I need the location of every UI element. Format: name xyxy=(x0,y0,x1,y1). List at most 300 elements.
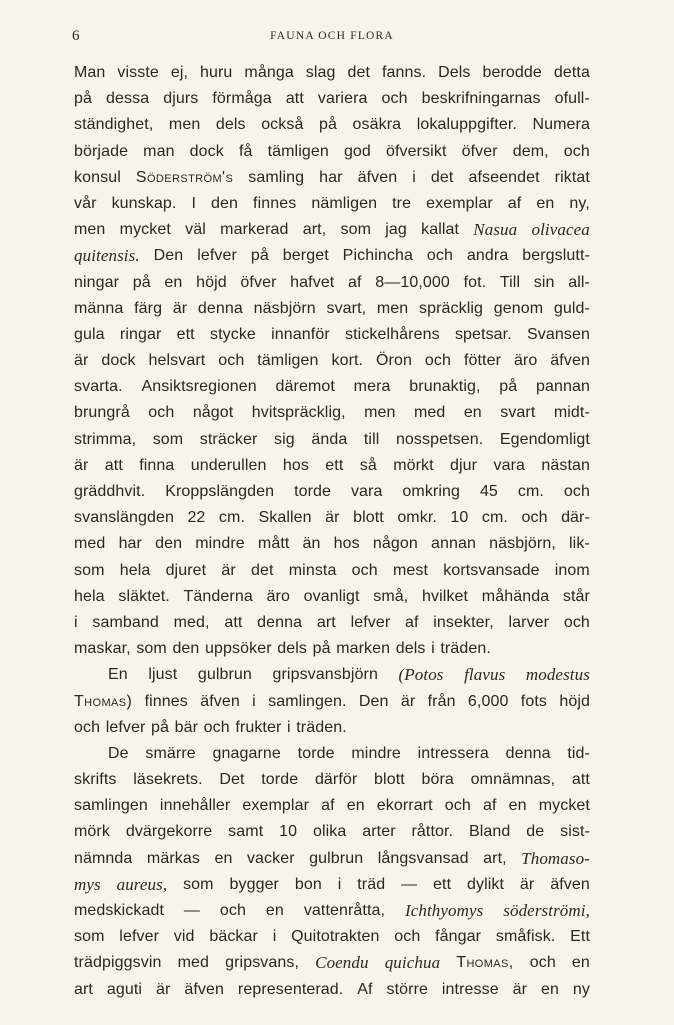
word: släktet. xyxy=(118,587,170,605)
word: representerad. xyxy=(237,980,344,998)
word: torde xyxy=(261,771,299,789)
word: är xyxy=(221,561,236,579)
word: dock xyxy=(189,142,224,160)
text-line xyxy=(74,505,590,531)
word: sist- xyxy=(560,823,590,841)
word: quichua xyxy=(384,953,441,973)
word: djurs xyxy=(163,90,199,108)
word: träd xyxy=(357,875,386,893)
word: på xyxy=(151,718,170,736)
word: därför xyxy=(314,771,358,789)
word: blott xyxy=(353,509,384,527)
word: Ett xyxy=(570,928,590,946)
word: ekorrart xyxy=(376,797,433,815)
word: träden. xyxy=(440,640,491,658)
text-line xyxy=(74,872,590,898)
text-line xyxy=(74,846,590,872)
word: äro xyxy=(513,352,538,370)
word: djur xyxy=(450,456,478,474)
word: i xyxy=(431,640,435,658)
word: en xyxy=(164,273,183,291)
word: cm. xyxy=(481,509,508,527)
word: däremot xyxy=(275,378,335,396)
word: 10 xyxy=(279,823,298,841)
word: quitensis. xyxy=(74,246,140,266)
word: männa xyxy=(74,299,124,317)
word: vara xyxy=(493,456,525,474)
word: äfven xyxy=(200,692,240,710)
word: lefver xyxy=(105,718,146,736)
word: mått xyxy=(257,535,290,553)
word: bon xyxy=(294,875,322,893)
word: hafvet xyxy=(290,273,335,291)
word: gulbrun xyxy=(197,666,252,684)
word: gräddhvit. xyxy=(74,483,146,500)
text-line xyxy=(74,322,590,348)
word: bäckar xyxy=(209,928,258,946)
word: kort. xyxy=(331,352,364,370)
text-line xyxy=(74,112,590,138)
word: finnes xyxy=(144,692,188,710)
word: flavus xyxy=(464,665,506,685)
word: tämligen xyxy=(257,352,319,370)
word: är xyxy=(325,509,340,527)
word: lefver xyxy=(197,247,237,265)
word: blott xyxy=(374,771,405,789)
text-line xyxy=(74,165,590,191)
word: Numera xyxy=(532,116,590,134)
word: öfversikt xyxy=(386,142,447,160)
word: att xyxy=(571,771,590,789)
word: frukter xyxy=(235,718,282,736)
word: maskar, xyxy=(74,640,131,658)
word: med xyxy=(177,954,210,972)
word: hela xyxy=(74,587,105,605)
text-line xyxy=(74,531,590,557)
word: 8—10,000 xyxy=(375,273,450,291)
word: öfver xyxy=(240,273,277,291)
word: af xyxy=(321,797,335,815)
word: pannan xyxy=(536,378,590,396)
word: en xyxy=(346,797,365,815)
word: på xyxy=(74,90,92,108)
word: med, xyxy=(173,613,210,631)
word: Det xyxy=(219,771,245,789)
word: Pichincha xyxy=(342,247,413,265)
word: dels xyxy=(395,640,426,658)
text-line xyxy=(74,427,590,453)
word: kortsvansade xyxy=(443,561,540,579)
word: stycke xyxy=(209,325,256,343)
word: små, xyxy=(373,587,409,605)
word: som xyxy=(136,640,167,658)
word: ny, xyxy=(569,194,590,212)
word: omnämnas, xyxy=(470,771,556,789)
word: insekter, xyxy=(433,613,494,631)
word: en xyxy=(536,194,555,212)
word: Bland xyxy=(468,823,511,841)
word: och xyxy=(381,90,408,108)
word: står xyxy=(562,587,590,605)
word: minsta xyxy=(288,561,337,579)
word: Den xyxy=(153,247,184,265)
word: brungrå xyxy=(74,404,130,422)
word: ett xyxy=(325,456,344,474)
text-line xyxy=(74,662,590,688)
word: är xyxy=(512,980,528,998)
word: på xyxy=(250,247,269,265)
text-line xyxy=(74,898,590,924)
word: har xyxy=(118,535,142,553)
word: ringar xyxy=(119,325,162,343)
word: är xyxy=(519,875,535,893)
word: 10 xyxy=(450,509,469,527)
text-line xyxy=(74,270,590,296)
word: och xyxy=(563,613,590,631)
word: mys xyxy=(74,874,101,894)
word: medskickadt xyxy=(74,902,165,919)
word: hos xyxy=(282,456,309,474)
word: Egendomligt xyxy=(499,430,590,448)
word: Öron xyxy=(376,352,412,370)
word: nästan xyxy=(541,456,590,474)
word: 6,000 xyxy=(467,692,509,710)
word: guld- xyxy=(553,299,590,317)
word: ständighet, xyxy=(74,116,154,134)
word: midt- xyxy=(553,404,590,422)
word: som xyxy=(183,875,214,893)
word: fångar xyxy=(435,928,482,946)
text-line xyxy=(74,139,590,165)
word: äfven xyxy=(550,875,590,893)
word: som xyxy=(74,561,105,579)
word: spetsar. xyxy=(454,325,512,343)
word: aureus, xyxy=(116,874,168,894)
word: Man xyxy=(74,64,106,81)
word: hela xyxy=(119,561,151,579)
word: det xyxy=(251,561,274,579)
word: samt xyxy=(228,823,264,841)
word: dvärgekorre xyxy=(125,823,213,841)
word: strimma, xyxy=(74,430,137,448)
word: i xyxy=(74,613,78,631)
word: djuret xyxy=(165,561,207,579)
word: fots xyxy=(520,692,547,710)
word: visste xyxy=(117,64,159,81)
word: och xyxy=(351,561,378,579)
word: i xyxy=(412,168,416,186)
word: började xyxy=(74,142,129,160)
word: tre xyxy=(392,194,412,212)
text-line xyxy=(74,584,590,610)
word: afseendet xyxy=(468,168,540,186)
word: gripsvansbjörn xyxy=(272,666,378,684)
word: och xyxy=(444,797,471,815)
word: nämnda xyxy=(74,849,133,867)
word: art xyxy=(316,613,336,631)
text-line xyxy=(74,296,590,322)
word: trädpiggsvin xyxy=(74,954,162,972)
word: näsbjörn xyxy=(253,299,316,317)
word: ej, xyxy=(170,64,189,81)
word: stickelhårens xyxy=(345,325,440,343)
word: och xyxy=(529,954,556,972)
word: olika xyxy=(312,823,347,841)
word: näsbjörn, xyxy=(489,535,556,553)
text-line xyxy=(74,793,590,819)
word: småfisk. xyxy=(495,928,556,946)
word: äro xyxy=(266,587,290,605)
word: på xyxy=(499,378,518,396)
word: också xyxy=(261,116,304,134)
word: ljust xyxy=(148,666,178,684)
word: nämligen xyxy=(311,194,378,212)
word: art, xyxy=(302,221,327,239)
word: böra xyxy=(421,771,454,789)
running-title: FAUNA OCH FLORA xyxy=(270,30,394,42)
word: 22 xyxy=(187,509,206,527)
word: kunskap. xyxy=(111,194,177,212)
word: på xyxy=(132,273,151,291)
word: sträcker xyxy=(199,430,258,448)
word: en xyxy=(214,849,233,867)
word: är xyxy=(400,692,416,710)
word: det xyxy=(347,64,371,81)
word: träden. xyxy=(296,718,347,736)
word: riktat xyxy=(554,168,590,186)
word: cm. xyxy=(517,483,544,500)
word: i xyxy=(252,692,256,710)
word: markerad xyxy=(220,221,289,239)
word: variera xyxy=(317,90,368,108)
word: en xyxy=(540,980,559,998)
word: gulbrun xyxy=(309,849,364,867)
word: bygger xyxy=(229,875,279,893)
word: söderströmi, xyxy=(503,901,590,920)
word: De xyxy=(108,744,129,762)
word: Ichthyomys xyxy=(404,901,484,920)
text-line xyxy=(74,636,590,662)
word: marken xyxy=(336,640,391,658)
word: hvitspräcklig, xyxy=(251,404,346,422)
word: kallat xyxy=(421,221,460,239)
word: och xyxy=(563,483,590,500)
word: Tänderna xyxy=(183,587,253,605)
word: mycket xyxy=(538,797,590,815)
word: fötter xyxy=(463,352,502,370)
word: nosspetsen. xyxy=(395,430,484,448)
word: på xyxy=(312,640,331,658)
word: 45 xyxy=(479,483,498,500)
word: art xyxy=(74,980,93,998)
word: ända xyxy=(311,430,348,448)
word: lik- xyxy=(569,535,590,553)
word: inom xyxy=(554,561,590,579)
word: af xyxy=(507,194,522,212)
word: och xyxy=(563,142,590,160)
word: detta xyxy=(553,64,590,81)
text-line xyxy=(74,558,590,584)
word: många xyxy=(244,64,294,81)
word: mörk xyxy=(74,823,110,841)
word: innehåller xyxy=(159,797,231,815)
word: helsvart xyxy=(148,352,206,370)
word: god xyxy=(343,142,371,160)
word: har xyxy=(319,168,343,186)
text-line xyxy=(74,741,590,767)
word: förmåga xyxy=(212,90,272,108)
word: bergslutt- xyxy=(522,247,590,265)
word: Quitotrakten xyxy=(291,928,380,946)
word: och xyxy=(148,404,175,422)
word: af xyxy=(348,273,362,291)
text-line xyxy=(74,217,590,243)
word: I xyxy=(191,194,196,212)
word: gnagarne xyxy=(212,744,281,762)
word: exemplar xyxy=(426,194,493,212)
word: Kroppslängden xyxy=(165,483,275,500)
word: annan xyxy=(431,535,477,553)
word: bär xyxy=(174,718,199,736)
word: men xyxy=(74,221,106,239)
word: denna xyxy=(505,744,551,762)
word: svart xyxy=(500,404,536,422)
word: jag xyxy=(385,221,407,239)
word: i xyxy=(272,928,277,946)
word: andra xyxy=(466,247,509,265)
word: modestus xyxy=(525,665,590,685)
word: samband xyxy=(92,613,159,631)
word: samlingen xyxy=(74,797,148,815)
word: men xyxy=(168,116,201,134)
word: ofull- xyxy=(554,90,590,108)
word: är xyxy=(172,299,188,317)
word: det xyxy=(430,168,454,186)
word: de xyxy=(526,823,545,841)
word: omkring xyxy=(402,483,461,500)
word: vår xyxy=(74,194,97,212)
word: långsvansad xyxy=(377,849,469,867)
page-number: 6 xyxy=(72,28,80,44)
word: vacker xyxy=(246,849,295,867)
word: fot. xyxy=(463,273,487,291)
text-line xyxy=(74,348,590,374)
word: den xyxy=(211,194,239,212)
word: ovanligt xyxy=(303,587,360,605)
word: dem, xyxy=(512,142,549,160)
text-line xyxy=(74,479,590,505)
word: Nasua xyxy=(473,220,518,240)
word: af xyxy=(482,797,497,815)
word: larver xyxy=(508,613,550,631)
word: En xyxy=(108,666,128,684)
word: och xyxy=(424,352,452,370)
word: hos xyxy=(333,535,360,553)
word: exemplar xyxy=(242,797,309,815)
word: och xyxy=(426,247,453,265)
word: med xyxy=(74,535,106,553)
word: gripsvans, xyxy=(225,954,300,972)
word: vara xyxy=(350,483,383,500)
text-line xyxy=(74,610,590,636)
word: ett xyxy=(433,875,452,893)
word: Af xyxy=(357,980,373,998)
word: slag xyxy=(305,64,336,81)
word: i xyxy=(287,718,291,736)
word: som xyxy=(74,928,105,946)
word: genom xyxy=(493,299,544,317)
word: underullen xyxy=(190,456,267,474)
word: är xyxy=(74,352,89,370)
word: Thomas) xyxy=(74,692,133,710)
word: och xyxy=(74,718,101,736)
word: sig xyxy=(274,430,295,448)
word: något xyxy=(192,404,234,422)
word: finna xyxy=(139,456,175,474)
word: en xyxy=(508,797,527,815)
word: än xyxy=(302,535,321,553)
word: mera xyxy=(353,378,391,396)
word: dels xyxy=(215,116,246,134)
word: i xyxy=(337,875,342,893)
word: samlingen. xyxy=(268,692,347,710)
text-line xyxy=(74,374,590,400)
text-line xyxy=(74,950,590,976)
text-line xyxy=(74,924,590,950)
word: svarta. xyxy=(74,378,123,396)
word: innanför xyxy=(271,325,330,343)
text-line xyxy=(74,60,590,86)
word: och xyxy=(218,352,245,370)
word: denna xyxy=(197,299,243,317)
word: dock xyxy=(101,352,136,370)
word: omkr. xyxy=(397,509,437,527)
word: ny xyxy=(572,980,590,998)
word: lokaluppgifter. xyxy=(416,116,517,134)
word: skrifts xyxy=(74,771,117,789)
word: att xyxy=(285,90,304,108)
word: intressera xyxy=(417,744,489,762)
word: dessa xyxy=(106,90,150,108)
word: lefver xyxy=(119,928,160,946)
word: aguti xyxy=(106,980,143,998)
word: och xyxy=(521,509,548,527)
word: äfven xyxy=(550,352,590,370)
text-line xyxy=(74,86,590,112)
word: arter xyxy=(362,823,396,841)
text-line xyxy=(74,243,590,269)
word: olivacea xyxy=(531,220,590,240)
word: större xyxy=(386,980,428,998)
word: märkas xyxy=(146,849,200,867)
word: berodde xyxy=(482,64,542,81)
word: — xyxy=(183,902,201,919)
word: den xyxy=(155,535,183,553)
word: på xyxy=(319,116,338,134)
text-line xyxy=(74,453,590,479)
word: beskrifningarnas xyxy=(421,90,541,108)
word: mycket xyxy=(119,221,171,239)
word: äfven xyxy=(357,168,398,186)
word: som xyxy=(152,430,184,448)
word: ett xyxy=(176,325,195,343)
word: råttor. xyxy=(411,823,454,841)
word: Dels xyxy=(438,64,471,81)
word: spräcklig xyxy=(419,299,484,317)
word: art, xyxy=(483,849,507,867)
word: är xyxy=(156,980,171,998)
word: att xyxy=(224,613,243,631)
